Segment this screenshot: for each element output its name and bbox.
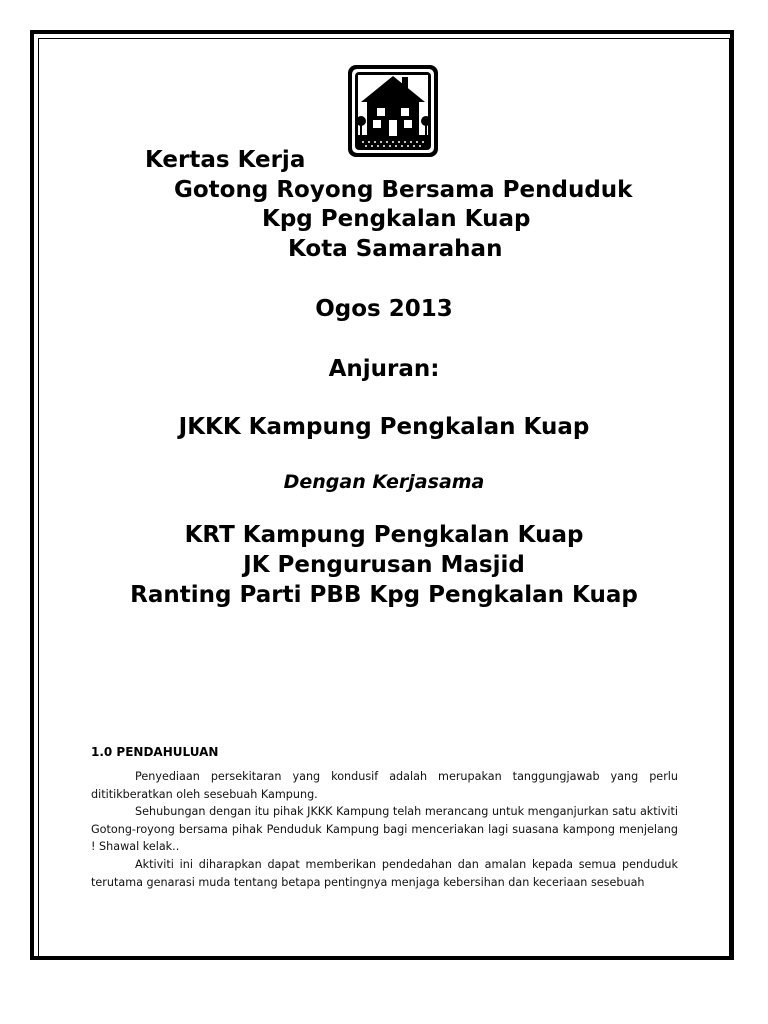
- paragraph-3: [91, 856, 678, 891]
- paragraph-2: [91, 803, 678, 856]
- organizer: JKKK Kampung Pengkalan Kuap: [178, 414, 590, 440]
- paragraph-2-text: Sehubungan dengan itu pihak JKKK Kampung telah merancang untuk menganjurkan satu aktiviti Gotong-royong bersama pihak Penduduk Kampung bagi menceriakan lagi suasana kampong menjelang ! Shawal kelak..: [91, 805, 678, 853]
- organizer-label: Anjuran:: [328, 356, 440, 382]
- title-line-1: Kertas Kerja: [145, 147, 306, 173]
- title-line-2: Gotong Royong Bersama Penduduk: [174, 176, 633, 203]
- paragraph-1-text: Penyediaan persekitaran yang kondusif adalah merupakan tanggungjawab yang perlu dititikberatkan oleh sesebuah Kampung.: [91, 770, 678, 801]
- title-block: [0, 146, 768, 264]
- title-line-4: Kota Samarahan: [288, 235, 503, 262]
- date: Ogos 2013: [315, 296, 453, 322]
- partner-2: JK Pengurusan Masjid: [243, 552, 525, 578]
- partner-3: Ranting Parti PBB Kpg Pengkalan Kuap: [130, 582, 638, 608]
- section-heading: 1.0 PENDAHULUAN: [91, 745, 219, 759]
- title-line-3: Kpg Pengkalan Kuap: [262, 206, 531, 232]
- paragraph-3-text: Aktiviti ini diharapkan dapat memberikan pendedahan dan amalan kepada semua penduduk terutama genarasi muda tentang betapa pentingnya menjaga kebersihan dan keceriaan sesebuah: [91, 858, 678, 889]
- partner-1: KRT Kampung Pengkalan Kuap: [184, 522, 584, 548]
- collab-label: Dengan Kerjasama: [283, 471, 485, 493]
- paragraph-1: [91, 768, 678, 803]
- house-icon: [347, 64, 439, 158]
